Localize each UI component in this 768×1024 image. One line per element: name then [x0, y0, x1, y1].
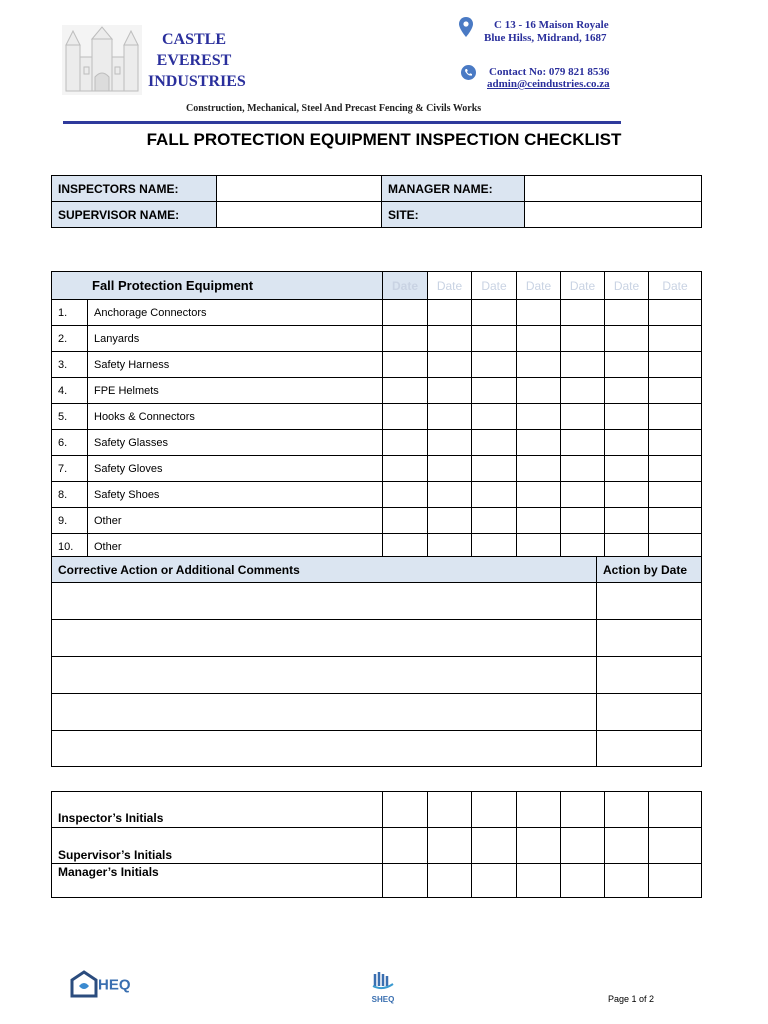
contact-number: Contact No: 079 821 8536 [489, 66, 610, 78]
inspection-date-cell[interactable] [472, 404, 517, 430]
inspection-date-cell[interactable] [605, 404, 649, 430]
inspection-date-cell[interactable] [517, 326, 561, 352]
company-name-line2: EVEREST [156, 52, 232, 69]
inspection-date-cell[interactable] [605, 378, 649, 404]
supervisor-initials-label: Supervisor’s Initials [52, 828, 383, 864]
inspection-date-cell[interactable] [649, 482, 702, 508]
inspection-date-cell[interactable] [561, 508, 605, 534]
item-number: 1. [52, 300, 88, 326]
item-name: Other [88, 508, 383, 534]
initials-cell[interactable] [472, 864, 517, 898]
initials-cell[interactable] [428, 792, 472, 828]
item-name: Anchorage Connectors [88, 300, 383, 326]
manager-name-field[interactable] [525, 176, 702, 202]
item-name: Safety Glasses [88, 430, 383, 456]
inspection-date-cell[interactable] [428, 378, 472, 404]
initials-cell[interactable] [561, 792, 605, 828]
inspection-date-cell[interactable] [428, 404, 472, 430]
inspection-date-cell[interactable] [472, 352, 517, 378]
table-row [52, 404, 702, 430]
inspection-date-cell[interactable] [649, 378, 702, 404]
date-header: Date [561, 272, 605, 300]
inspection-date-cell[interactable] [605, 508, 649, 534]
item-number: 2. [52, 326, 88, 352]
inspector-name-label: INSPECTORS NAME: [52, 176, 217, 202]
inspection-date-cell[interactable] [561, 352, 605, 378]
sheq-logo-center [370, 972, 396, 1004]
item-number: 5. [52, 404, 88, 430]
inspection-date-cell[interactable] [472, 430, 517, 456]
inspection-date-cell[interactable] [605, 300, 649, 326]
item-number: 10. [52, 534, 88, 560]
hand-wave-icon [371, 972, 395, 990]
table-row [52, 508, 702, 534]
address-line1: C 13 - 16 Maison Royale [494, 19, 609, 31]
initials-cell[interactable] [383, 864, 428, 898]
sheq-logo-left [70, 970, 131, 1000]
site-label: SITE: [382, 202, 525, 228]
inspection-date-cell[interactable] [605, 482, 649, 508]
site-field[interactable] [525, 202, 702, 228]
inspection-date-cell[interactable] [517, 456, 561, 482]
comments-header: Corrective Action or Additional Comments [52, 557, 597, 583]
comment-field[interactable] [52, 657, 597, 694]
inspection-date-cell[interactable] [561, 300, 605, 326]
checklist-table [51, 271, 702, 560]
comment-field[interactable] [52, 694, 597, 731]
inspection-date-cell[interactable] [472, 456, 517, 482]
inspection-date-cell[interactable] [428, 482, 472, 508]
inspection-date-cell[interactable] [383, 482, 428, 508]
page-number: Page 1 of 2 [608, 994, 655, 1004]
sheq-left-text: HEQ [98, 976, 131, 994]
item-name: Safety Shoes [88, 482, 383, 508]
initials-cell[interactable] [428, 828, 472, 864]
inspection-date-cell[interactable] [605, 326, 649, 352]
inspection-date-cell[interactable] [472, 482, 517, 508]
item-name: Other [88, 534, 383, 560]
castle-logo [62, 25, 142, 95]
inspection-date-cell[interactable] [561, 378, 605, 404]
initials-cell[interactable] [605, 792, 649, 828]
initials-cell[interactable] [649, 828, 702, 864]
action-date-field[interactable] [597, 657, 702, 694]
inspection-date-cell[interactable] [383, 404, 428, 430]
date-header: Date [428, 272, 472, 300]
date-header: Date [517, 272, 561, 300]
address-line2: Blue Hilss, Midrand, 1687 [484, 32, 607, 44]
company-name-line1: CASTLE [161, 31, 227, 48]
date-header: Date [383, 272, 428, 300]
table-row [52, 430, 702, 456]
company-tagline: Construction, Mechanical, Steel And Precast Fencing & Civils Works [186, 103, 482, 114]
initials-cell[interactable] [561, 828, 605, 864]
inspection-date-cell[interactable] [605, 456, 649, 482]
initials-cell[interactable] [428, 864, 472, 898]
manager-initials-label: Manager’s Initials [52, 864, 383, 898]
item-number: 9. [52, 508, 88, 534]
initials-cell[interactable] [517, 792, 561, 828]
inspection-date-cell[interactable] [383, 456, 428, 482]
supervisor-name-field[interactable] [217, 202, 382, 228]
initials-cell[interactable] [561, 864, 605, 898]
inspection-date-cell[interactable] [383, 326, 428, 352]
inspection-date-cell[interactable] [517, 300, 561, 326]
initials-cell[interactable] [649, 864, 702, 898]
phone-icon [461, 65, 476, 80]
item-name: Safety Gloves [88, 456, 383, 482]
action-date-field[interactable] [597, 694, 702, 731]
inspection-date-cell[interactable] [517, 430, 561, 456]
inspection-date-cell[interactable] [383, 378, 428, 404]
table-row [52, 352, 702, 378]
date-header: Date [472, 272, 517, 300]
inspection-date-cell[interactable] [428, 352, 472, 378]
equipment-column-header: Fall Protection Equipment [52, 272, 383, 300]
supervisor-name-label: SUPERVISOR NAME: [52, 202, 217, 228]
inspection-date-cell[interactable] [649, 456, 702, 482]
inspection-date-cell[interactable] [383, 430, 428, 456]
inspection-date-cell[interactable] [649, 508, 702, 534]
inspection-date-cell[interactable] [383, 300, 428, 326]
item-number: 4. [52, 378, 88, 404]
initials-cell[interactable] [472, 792, 517, 828]
initials-cell[interactable] [605, 864, 649, 898]
inspection-date-cell[interactable] [561, 326, 605, 352]
company-name-line3: INDUSTRIES [148, 73, 246, 90]
inspection-date-cell[interactable] [561, 404, 605, 430]
inspection-date-cell[interactable] [472, 508, 517, 534]
inspection-date-cell[interactable] [472, 378, 517, 404]
inspection-date-cell[interactable] [517, 482, 561, 508]
inspection-date-cell[interactable] [649, 352, 702, 378]
inspection-date-cell[interactable] [517, 352, 561, 378]
inspection-date-cell[interactable] [428, 508, 472, 534]
initials-cell[interactable] [605, 828, 649, 864]
item-name: Safety Harness [88, 352, 383, 378]
inspection-date-cell[interactable] [517, 378, 561, 404]
info-table [51, 175, 702, 228]
initials-cell[interactable] [649, 792, 702, 828]
action-date-field[interactable] [597, 620, 702, 657]
table-row [52, 482, 702, 508]
initials-cell[interactable] [383, 828, 428, 864]
comment-field[interactable] [52, 620, 597, 657]
inspection-date-cell[interactable] [517, 508, 561, 534]
inspection-date-cell[interactable] [428, 430, 472, 456]
comments-table [51, 556, 702, 767]
inspection-date-cell[interactable] [649, 404, 702, 430]
action-date-field[interactable] [597, 731, 702, 767]
action-date-header: Action by Date [597, 557, 702, 583]
date-header: Date [605, 272, 649, 300]
item-name: Hooks & Connectors [88, 404, 383, 430]
comment-field[interactable] [52, 583, 597, 620]
item-name: Lanyards [88, 326, 383, 352]
initials-cell[interactable] [517, 828, 561, 864]
header-divider [63, 121, 621, 124]
table-row [52, 456, 702, 482]
inspection-date-cell[interactable] [649, 326, 702, 352]
item-number: 8. [52, 482, 88, 508]
house-shield-icon [70, 970, 98, 1000]
inspection-date-cell[interactable] [561, 482, 605, 508]
page-title: FALL PROTECTION EQUIPMENT INSPECTION CHECKLIST [146, 130, 622, 149]
inspection-date-cell[interactable] [383, 508, 428, 534]
item-number: 7. [52, 456, 88, 482]
email-link[interactable]: admin@ceindustries.co.za [487, 78, 610, 90]
inspection-date-cell[interactable] [383, 352, 428, 378]
signoff-table [51, 791, 702, 898]
inspector-name-field[interactable] [217, 176, 382, 202]
inspector-initials-label: Inspector’s Initials [52, 792, 383, 828]
initials-cell[interactable] [383, 792, 428, 828]
initials-cell[interactable] [472, 828, 517, 864]
location-pin-icon [459, 17, 473, 37]
item-number: 6. [52, 430, 88, 456]
table-row [52, 300, 702, 326]
inspection-date-cell[interactable] [428, 300, 472, 326]
inspection-date-cell[interactable] [561, 430, 605, 456]
sheq-center-text: SHEQ [371, 995, 395, 1004]
inspection-date-cell[interactable] [472, 300, 517, 326]
inspection-date-cell[interactable] [517, 404, 561, 430]
item-name: FPE Helmets [88, 378, 383, 404]
item-number: 3. [52, 352, 88, 378]
table-row [52, 378, 702, 404]
comment-field[interactable] [52, 731, 597, 767]
inspection-date-cell[interactable] [561, 456, 605, 482]
inspection-date-cell[interactable] [649, 430, 702, 456]
inspection-date-cell[interactable] [472, 326, 517, 352]
inspection-date-cell[interactable] [428, 456, 472, 482]
action-date-field[interactable] [597, 583, 702, 620]
date-header: Date [649, 272, 702, 300]
manager-name-label: MANAGER NAME: [382, 176, 525, 202]
table-row [52, 326, 702, 352]
inspection-date-cell[interactable] [649, 300, 702, 326]
inspection-date-cell[interactable] [428, 326, 472, 352]
inspection-date-cell[interactable] [605, 430, 649, 456]
inspection-date-cell[interactable] [605, 352, 649, 378]
initials-cell[interactable] [517, 864, 561, 898]
